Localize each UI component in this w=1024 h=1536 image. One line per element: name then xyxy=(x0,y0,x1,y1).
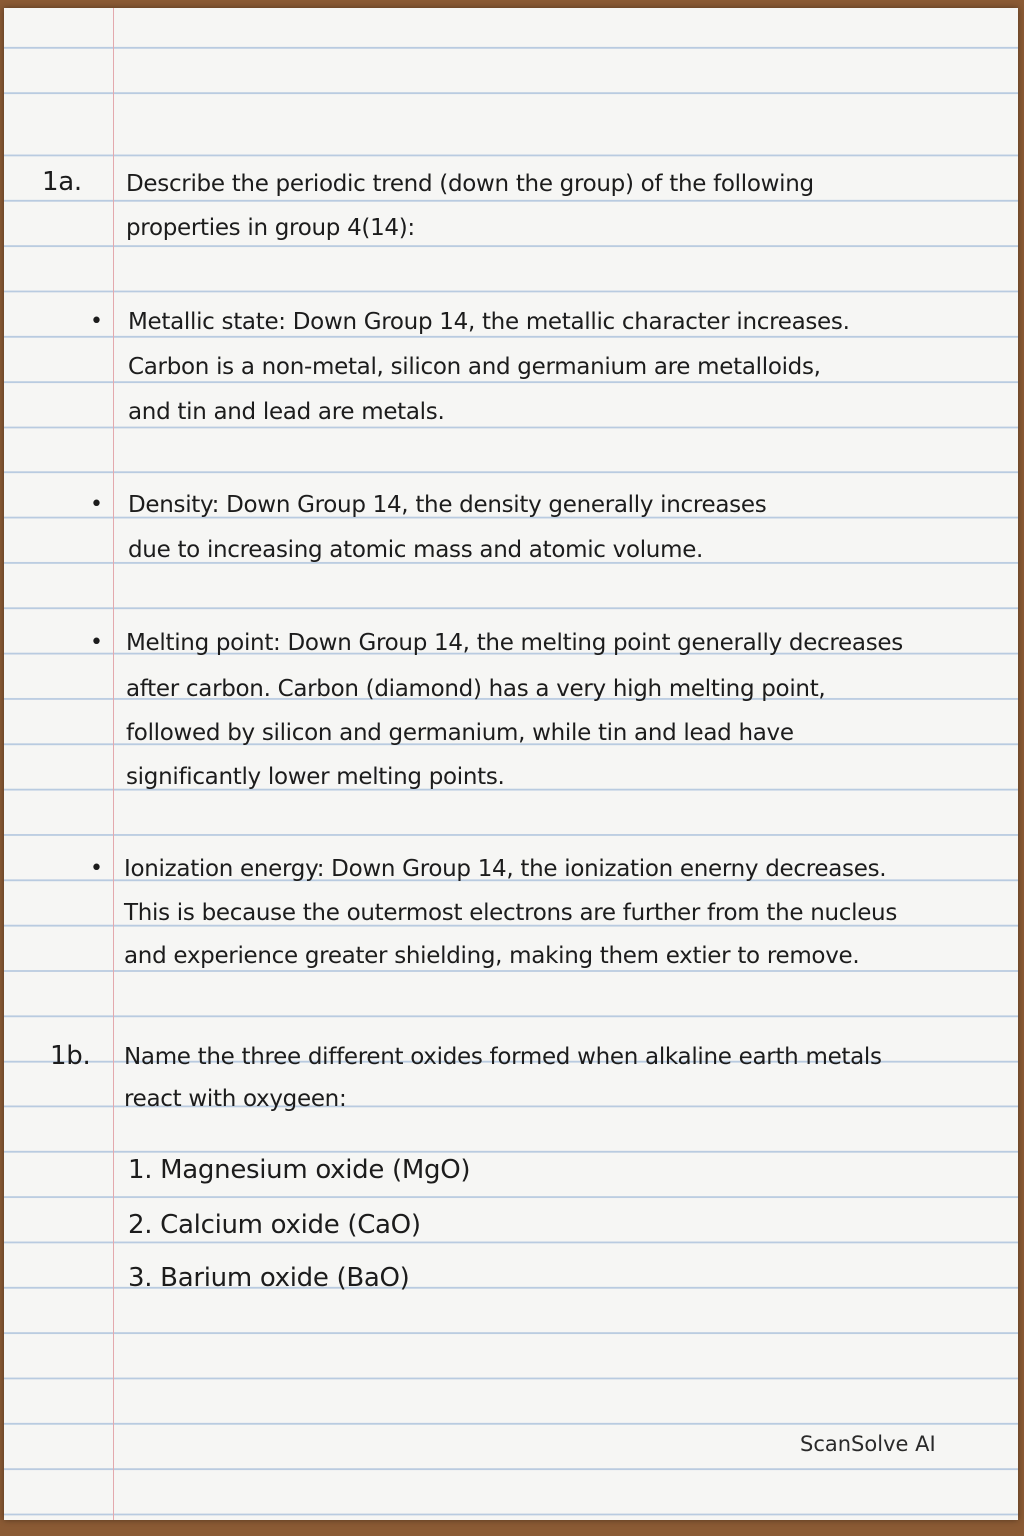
bullet-icon: • xyxy=(90,630,103,655)
oxide-list-item: 2. Calcium oxide (CaO) xyxy=(128,1210,421,1240)
bullet-ionization-energy: Ionization energy: Down Group 14, the ionization enerny decreases. xyxy=(124,856,887,882)
bullet-metallic-state: Metallic state: Down Group 14, the metallic character increases. xyxy=(128,309,850,335)
question-1b-prompt: react with oxygeen: xyxy=(124,1086,347,1112)
bullet-ionization-energy: This is because the outermost electrons are further from the nucleus xyxy=(124,900,898,926)
bullet-icon: • xyxy=(90,856,103,881)
bullet-melting-point: after carbon. Carbon (diamond) has a very high melting point, xyxy=(126,676,826,702)
question-1a-prompt: properties in group 4(14): xyxy=(126,215,415,241)
bullet-density: Density: Down Group 14, the density generally increases xyxy=(128,492,767,518)
margin-line xyxy=(113,8,114,1520)
bullet-melting-point: followed by silicon and germanium, while tin and lead have xyxy=(126,720,794,746)
bullet-density: due to increasing atomic mass and atomic volume. xyxy=(128,537,704,563)
oxide-list-item: 3. Barium oxide (BaO) xyxy=(128,1263,410,1293)
bullet-melting-point: Melting point: Down Group 14, the melting point generally decreases xyxy=(126,630,903,656)
bullet-icon: • xyxy=(90,492,103,517)
question-1b-prompt: Name the three different oxides formed when alkaline earth metals xyxy=(124,1044,882,1070)
bullet-ionization-energy: and experience greater shielding, making them extier to remove. xyxy=(124,943,860,969)
watermark: ScanSolve AI xyxy=(800,1432,936,1456)
bullet-icon: • xyxy=(90,309,103,334)
question-1b-label: 1b. xyxy=(50,1041,91,1071)
question-1a-prompt: Describe the periodic trend (down the group) of the following xyxy=(126,171,814,197)
bullet-melting-point: significantly lower melting points. xyxy=(126,764,505,790)
oxide-list-item: 1. Magnesium oxide (MgO) xyxy=(128,1155,471,1185)
bullet-metallic-state: Carbon is a non-metal, silicon and germanium are metalloids, xyxy=(128,354,821,380)
bullet-metallic-state: and tin and lead are metals. xyxy=(128,399,445,425)
question-1a-label: 1a. xyxy=(42,167,82,197)
